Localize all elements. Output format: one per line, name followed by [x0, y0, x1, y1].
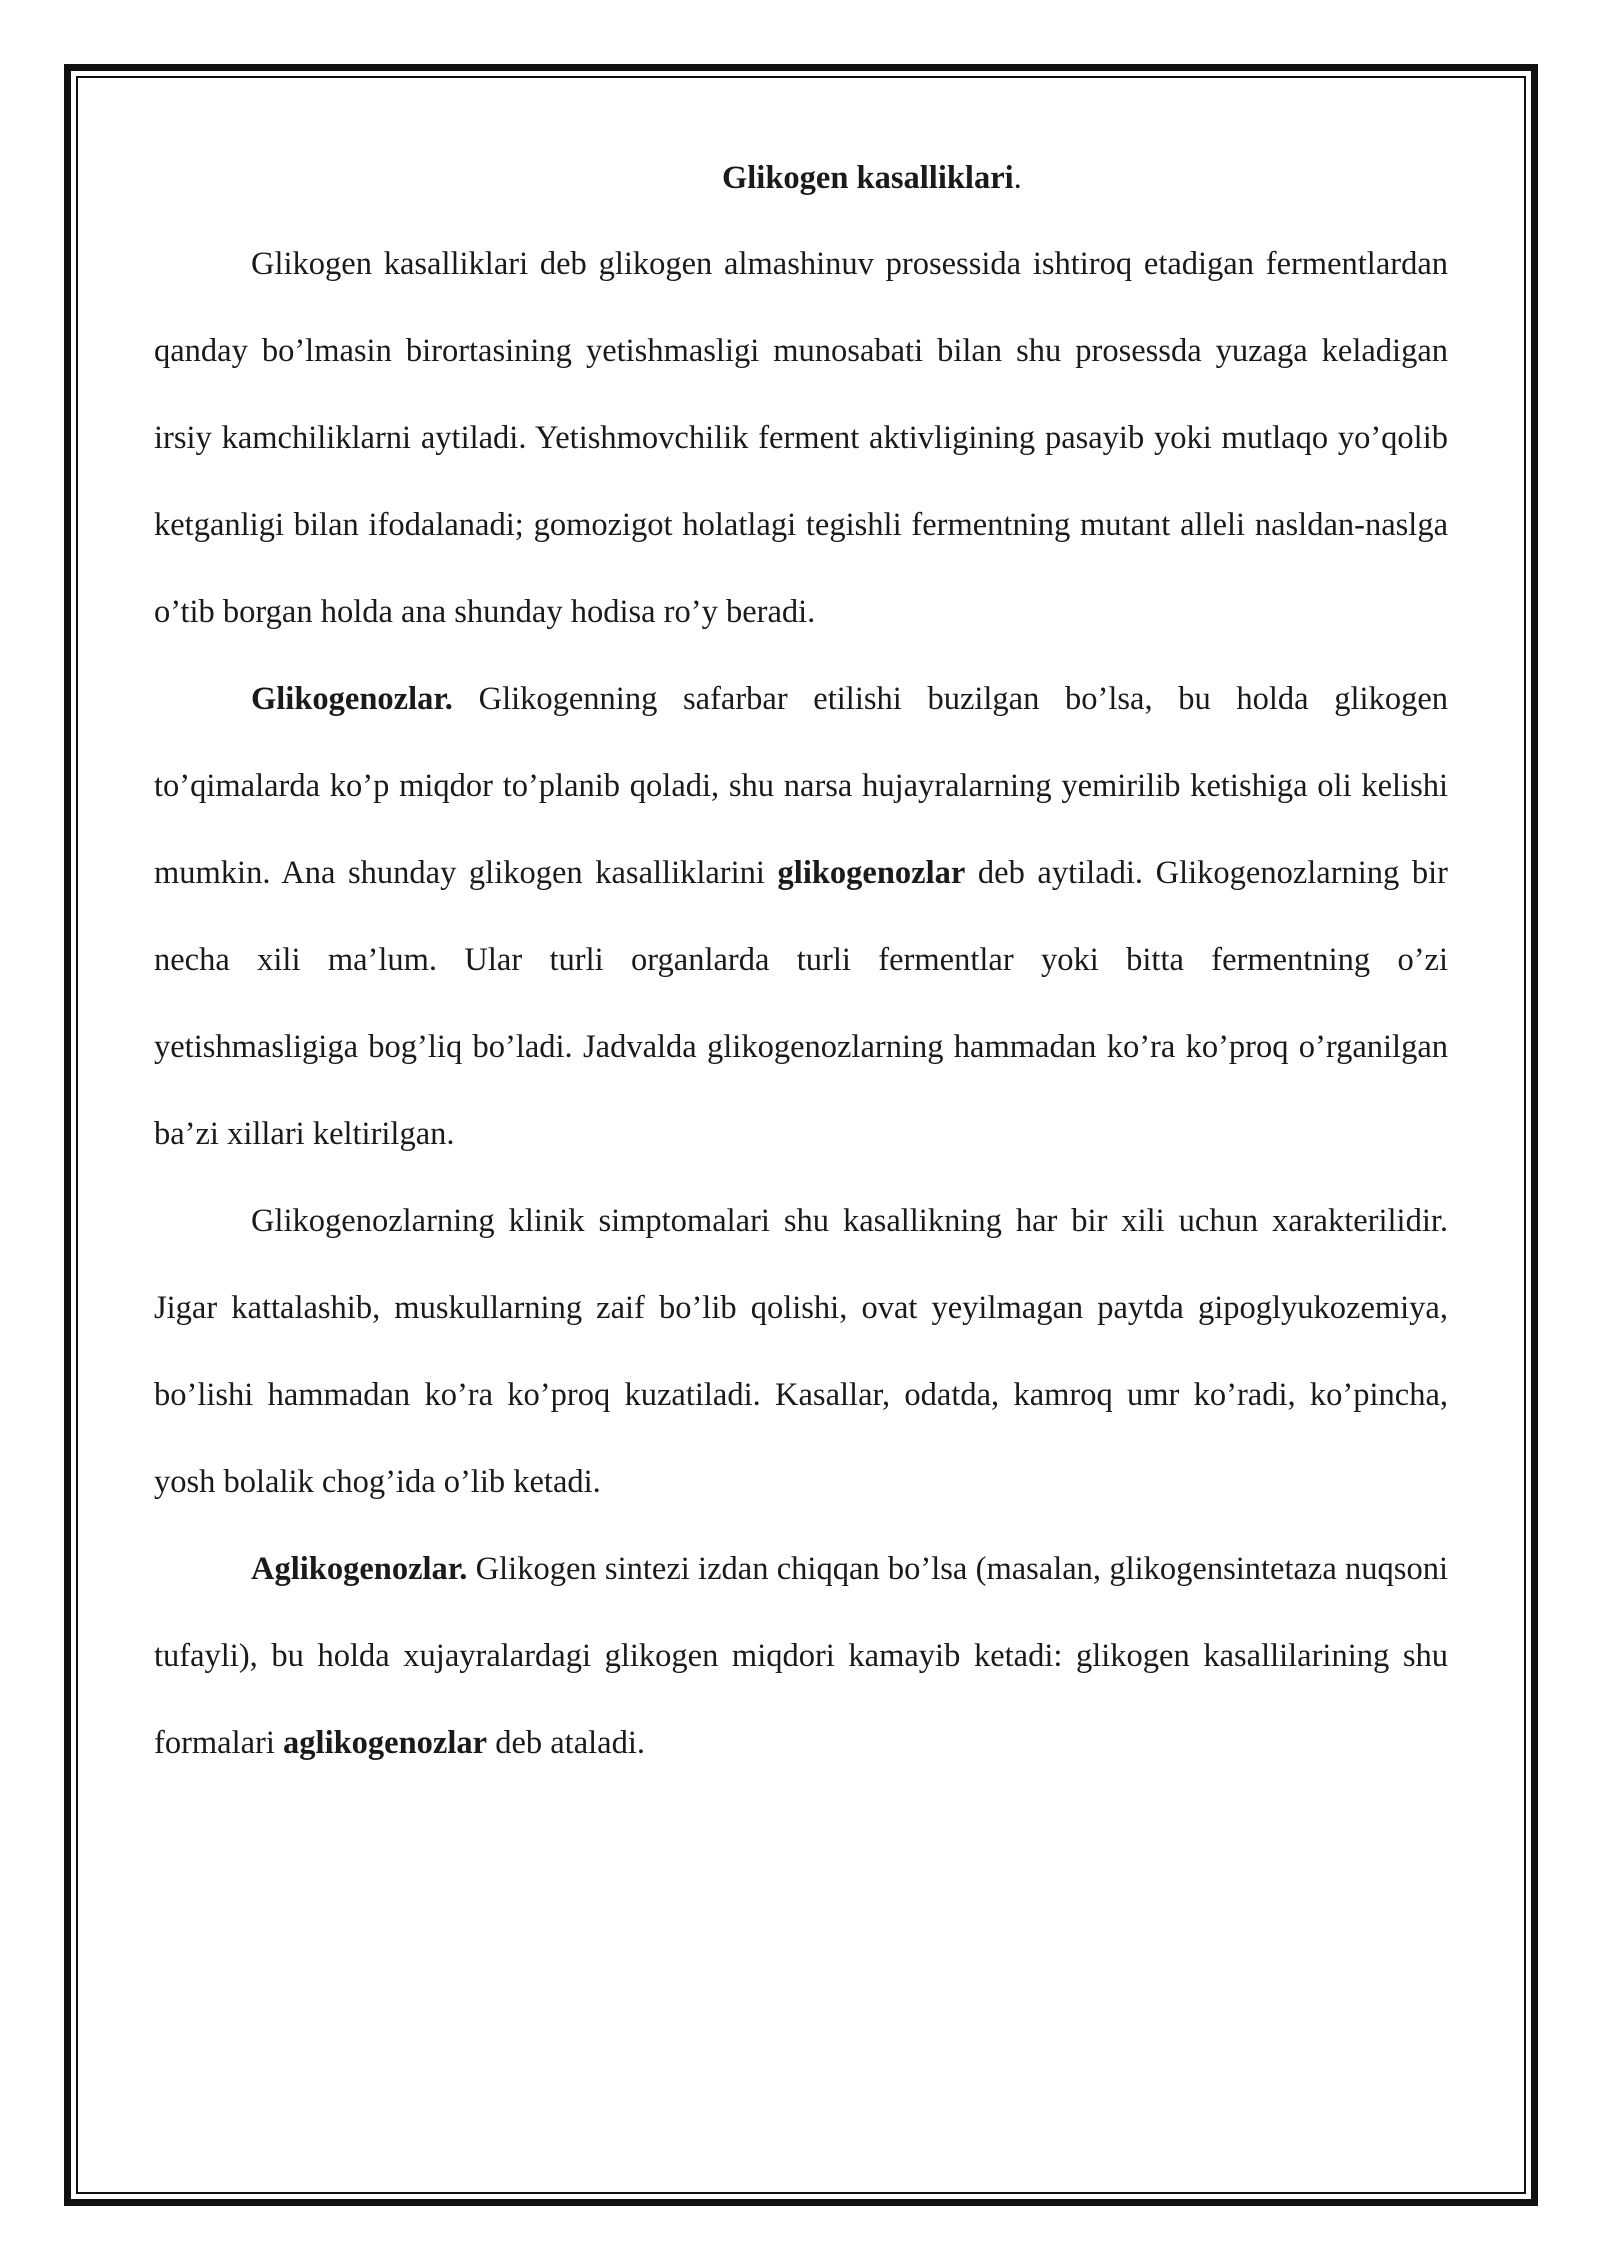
paragraph-text: deb ataladi. [487, 1725, 645, 1761]
title-period: . [1013, 160, 1022, 196]
term-heading: Glikogenozlar. [251, 681, 453, 717]
paragraph-aglikogenozlar [154, 1526, 1448, 1787]
document-body [154, 150, 1448, 1787]
paragraph-text: Glikogenning safarbar etilishi buzilgan bo’lsa, bu holda glikogen to’qimalarda ko’p miqdor to’planib qoladi, shu narsa hujayralarning yemirilib ketishiga oli kelishi mumkin. Ana shunday glikogen kasalliklarini [154, 681, 1448, 891]
paragraph-glikogenozlar [154, 656, 1448, 1178]
term-heading: Aglikogenozlar. [251, 1551, 468, 1587]
paragraph-intro [154, 221, 1448, 656]
paragraph-text: Glikogenozlarning klinik simptomalari shu kasallikning har bir xili uchun xarakterilidir. Jigar kattalashib, muskullarning zaif bo’lib qolishi, ovat yeyilmagan paytda gipoglyukozemiya, bo’lishi hammadan ko’ra ko’proq kuzatiladi. Kasallar, odatda, kamroq umr ko’radi, ko’pincha, yosh bolalik chog’ida o’lib ketadi. [154, 1203, 1448, 1500]
paragraph-text: Glikogen kasalliklari deb glikogen almashinuv prosessida ishtiroq etadigan fermentlardan qanday bo’lmasin birortasining yetishmasligi munosabati bilan shu prosessda yuzaga keladigan irsiy kamchiliklarni aytiladi. Yetishmovchilik ferment aktivligining pasayib yoki mutlaqo yo’qolib ketganligi bilan ifodalanadi; gomozigot holatlagi tegishli fermentning mutant alleli nasldan-naslga o’tib borgan holda ana shunday hodisa ro’y beradi. [154, 246, 1448, 630]
term-bold: aglikogenozlar [283, 1725, 488, 1761]
paragraph-text: deb aytiladi. Glikogenozlarning bir necha xili ma’lum. Ular turli organlarda turli fermentlar yoki bitta fermentning o’zi yetishmasligiga bog’liq bo’ladi. Jadvalda glikogenozlarning hammadan ko’ra ko’proq o’rganilgan ba’zi xillari keltirilgan. [154, 855, 1449, 1152]
paragraph-symptoms [154, 1178, 1448, 1526]
document-title [154, 150, 1448, 206]
paragraph-text: Glikogen sintezi izdan chiqqan bo’lsa (masalan, glikogensintetaza nuqsoni tufayli), bu holda xujayralardagi glikogen miqdori kamayib ketadi: glikogen kasallilarining shu formalari [154, 1551, 1448, 1761]
term-bold: glikogenozlar [777, 855, 966, 891]
title-text: Glikogen kasalliklari [722, 160, 1014, 196]
